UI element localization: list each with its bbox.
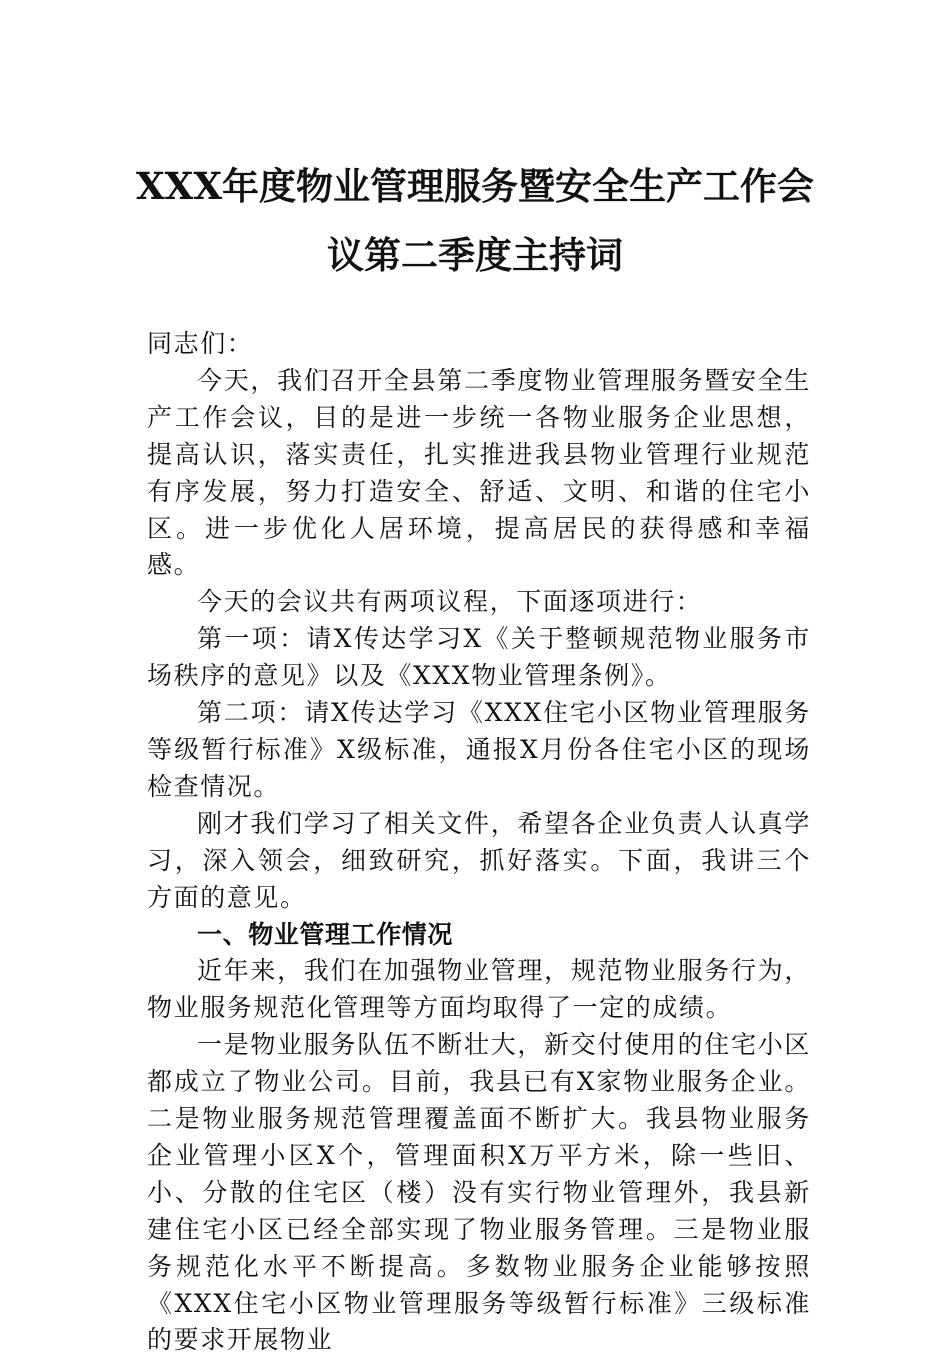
paragraph-agenda-intro: 今天的会议共有两项议程，下面逐项进行： bbox=[197, 587, 703, 617]
document-body bbox=[147, 326, 811, 1359]
paragraph-transition: 刚才我们学习了相关文件，希望各企业负责人认真学习，深入领会，细致研究，抓好落实。下面，我讲三个方面的意见。 bbox=[147, 808, 811, 912]
salutation: 同志们： bbox=[147, 329, 254, 358]
document-title-line-2: 议第二季度主持词 bbox=[327, 233, 623, 277]
document-title-line-1: XXX年度物业管理服务暨安全生产工作会 bbox=[135, 164, 815, 208]
paragraph-achievements: 一是物业服务队伍不断壮大，新交付使用的住宅小区都成立了物业公司。目前，我县已有X家物业服务企业。二是物业服务规范管理覆盖面不断扩大。我县物业服务企业管理小区X个，管理面积X万平方米，除一些旧、小、分散的住宅区（楼）没有实行物业管理外，我县新建住宅小区已经全部实现了物业服务管理。三是物业服务规范化水平不断提高。多数物业服务企业能够按照《XXX住宅小区物业管理服务等级暂行标准》三级标准的要求开展物业 bbox=[147, 1030, 811, 1355]
paragraph-agenda-item-1: 第一项：请X传达学习X《关于整顿规范物业服务市场秩序的意见》以及《XXX物业管理条例》。 bbox=[147, 624, 811, 691]
paragraph-opening: 今天，我们召开全县第二季度物业管理服务暨安全生产工作会议，目的是进一步统一各物业服务企业思想，提高认识，落实责任，扎实推进我县物业管理行业规范有序发展，努力打造安全、舒适、文明、和谐的住宅小区。进一步优化人居环境，提高居民的获得感和幸福感。 bbox=[147, 365, 811, 580]
paragraph-section-intro: 近年来，我们在加强物业管理，规范物业服务行为，物业服务规范化管理等方面均取得了一定的成绩。 bbox=[147, 956, 811, 1023]
section-heading-1: 一、物业管理工作情况 bbox=[197, 919, 454, 949]
paragraph-agenda-item-2: 第二项：请X传达学习《XXX住宅小区物业管理服务等级暂行标准》X级标准，通报X月份各住宅小区的现场检查情况。 bbox=[147, 698, 811, 801]
